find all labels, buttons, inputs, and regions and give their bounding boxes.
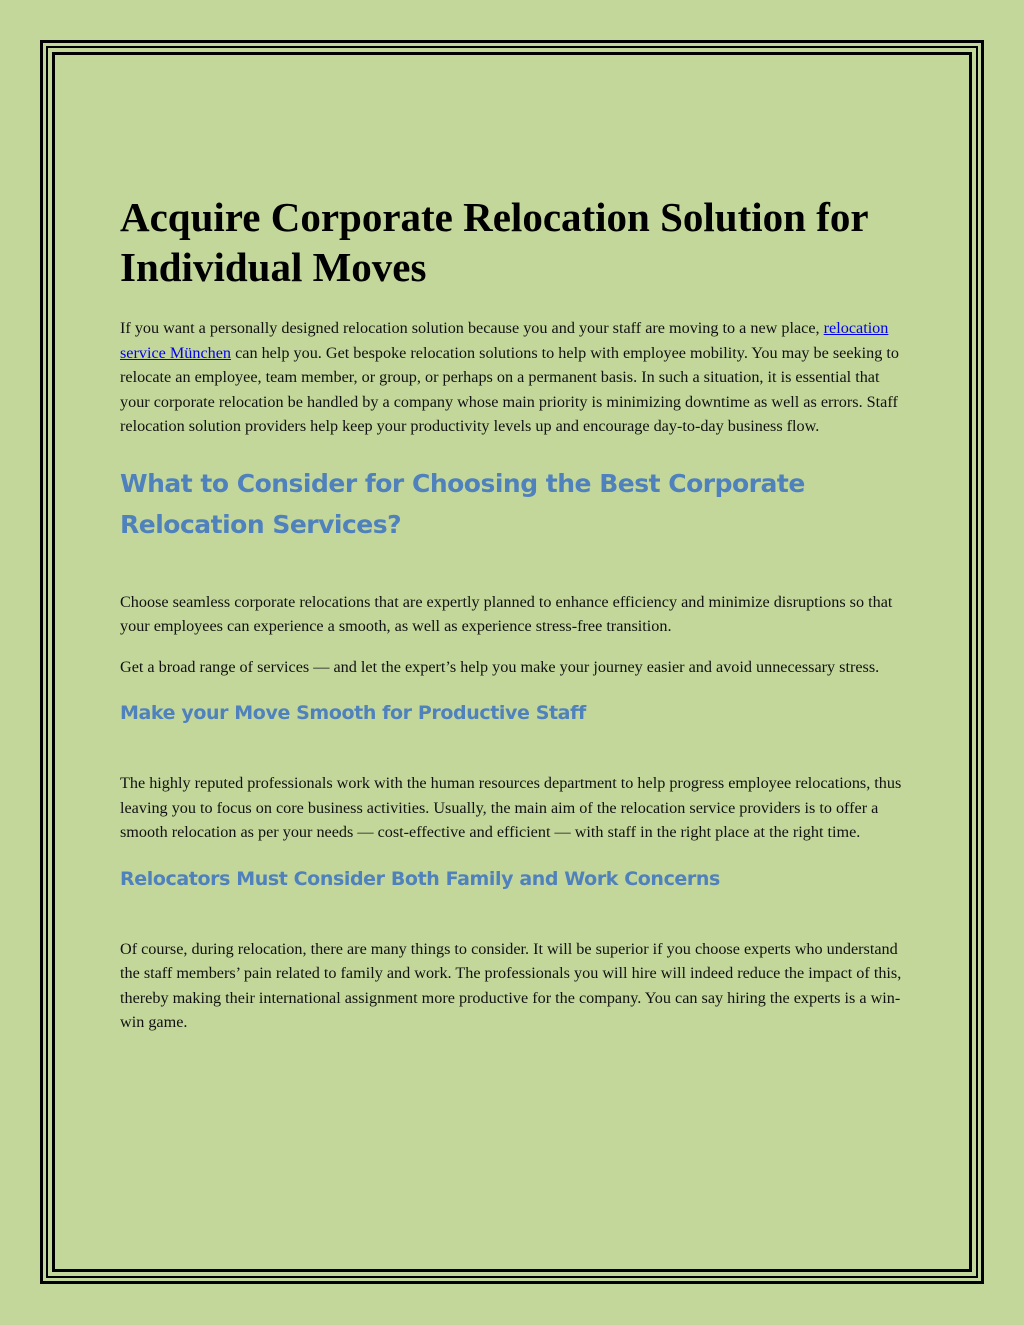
section2-paragraph-1: The highly reputed professionals work with the human resources department to help progress employee relocations, thus leaving you to focus on core business activities. Usually, the main aim of the relocation service providers is to offer a smooth relocation as per your needs — cost-effective and efficient — with staff in the right place at the right time. xyxy=(120,774,902,841)
section-heading-choosing-services: What to Consider for Choosing the Best Corporate Relocation Services? xyxy=(120,468,805,539)
section1-paragraph-1: Choose seamless corporate relocations that are expertly planned to enhance efficiency and minimize disruptions so that your employees can experience a smooth, as well as experience stress-free transition. xyxy=(120,592,893,635)
intro-text-start: If you want a personally designed relocation solution because you and your staff are moving to a new place, xyxy=(120,319,824,337)
relocation-service-link[interactable]: relocation service München xyxy=(120,319,889,362)
section-heading-family-work: Relocators Must Consider Both Family and Work Concerns xyxy=(120,867,720,890)
document-title: Acquire Corporate Relocation Solution for Individual Moves xyxy=(120,194,868,290)
section1-paragraph-2: Get a broad range of services — and let the expert’s help you make your journey easier and avoid unnecessary stress. xyxy=(120,657,880,676)
document-body xyxy=(120,192,910,1035)
intro-text-end: can help you. Get bespoke relocation solutions to help with employee mobility. You may be seeking to relocate an employee, team member, or group, or perhaps on a permanent basis. In such a situation, it is essential that your corporate relocation be handled by a company whose main priority is minimizing downtime as well as errors. Staff relocation solution providers help keep your productivity levels up and encourage day-to-day business flow. xyxy=(120,343,899,435)
section3-paragraph-1: Of course, during relocation, there are many things to consider. It will be superior if you choose experts who understand the staff members’ pain related to family and work. The professionals you will hire will indeed reduce the impact of this, thereby making their international assignment more productive for the company. You can say hiring the experts is a win-win game. xyxy=(120,939,902,1031)
intro-paragraph xyxy=(120,316,910,439)
section-heading-smooth-move: Make your Move Smooth for Productive Staff xyxy=(120,702,586,724)
